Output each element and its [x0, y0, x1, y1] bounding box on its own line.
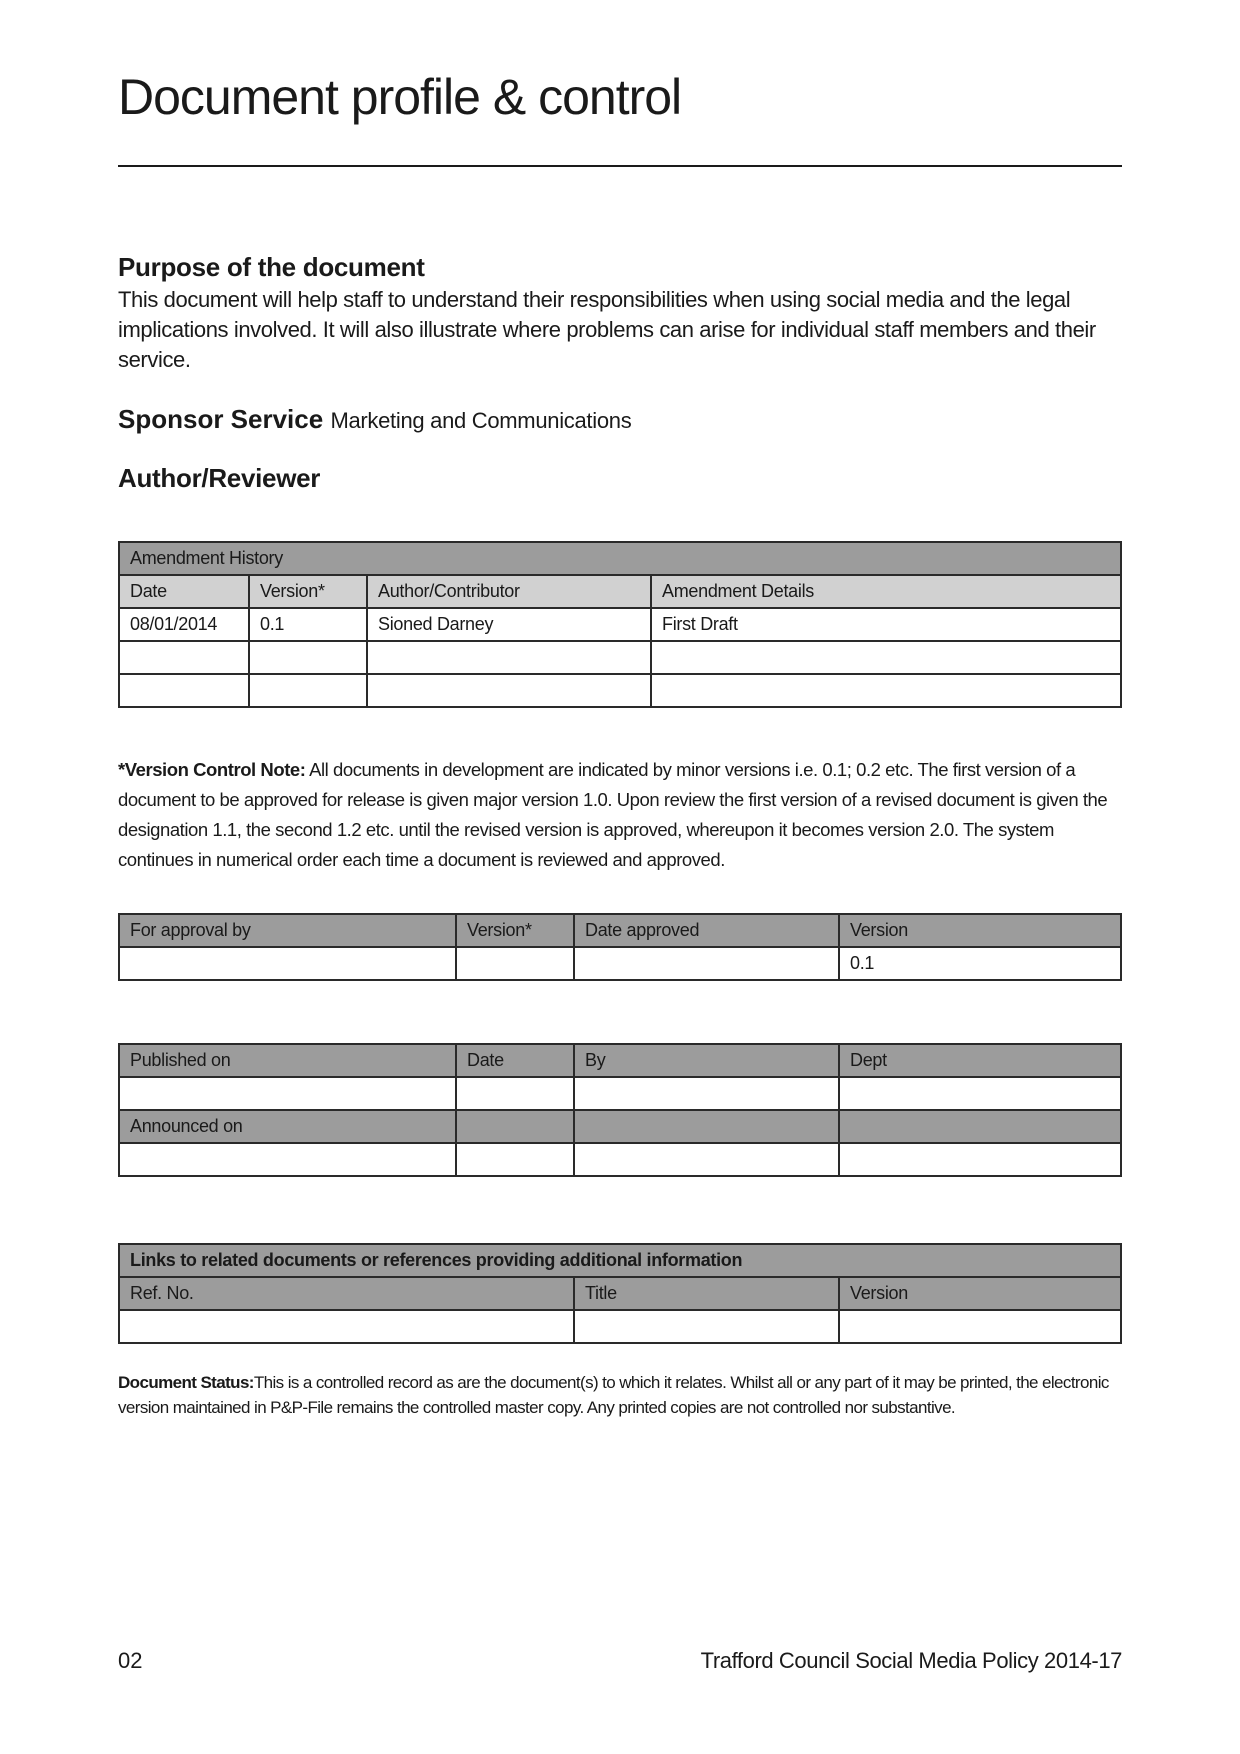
cell-version: 0.1	[249, 608, 367, 641]
cell-date	[119, 674, 249, 707]
page-title: Document profile & control	[118, 69, 682, 125]
header-cell-empty	[574, 1110, 839, 1143]
version-note-label: *Version Control Note:	[118, 759, 306, 780]
page-number: 02	[118, 1648, 143, 1673]
cell-date: 08/01/2014	[119, 608, 249, 641]
cell-version-star	[456, 947, 574, 980]
approval-table	[118, 913, 1122, 981]
amendment-history-table	[118, 541, 1122, 708]
table-row	[119, 1077, 1121, 1110]
document-status-text: This is a controlled record as are the document(s) to which it relates. Whilst all or any part of it may be printed, the electronic version maintained in P&P-File remains the controlled master copy. Any printed copies are not controlled nor substantive.	[118, 1373, 1109, 1417]
cell-date	[456, 1143, 574, 1176]
table-row	[119, 947, 1121, 980]
related-links-table	[118, 1243, 1122, 1344]
column-header: Date approved	[574, 914, 839, 947]
cell-version	[249, 674, 367, 707]
table-header-row	[119, 1277, 1121, 1310]
table-header-row	[119, 1044, 1121, 1077]
author-reviewer-heading: Author/Reviewer	[118, 463, 321, 493]
document-status	[118, 1370, 1128, 1420]
column-header: Author/Contributor	[367, 575, 651, 608]
cell-by	[574, 1077, 839, 1110]
cell-author	[367, 641, 651, 674]
cell-details	[651, 674, 1121, 707]
announced-on-label: Announced on	[119, 1110, 456, 1143]
title-divider	[118, 165, 1122, 167]
column-header: By	[574, 1044, 839, 1077]
purpose-heading: Purpose of the document	[118, 252, 425, 282]
column-header: For approval by	[119, 914, 456, 947]
cell-dept	[839, 1077, 1121, 1110]
column-header: Date	[456, 1044, 574, 1077]
cell-by	[574, 1143, 839, 1176]
column-header: Version	[839, 1277, 1121, 1310]
column-header: Ref. No.	[119, 1277, 574, 1310]
column-header: Amendment Details	[651, 575, 1121, 608]
version-control-note	[118, 755, 1128, 875]
cell-date-approved	[574, 947, 839, 980]
table-row	[119, 608, 1121, 641]
sponsor-value: Marketing and Communications	[330, 408, 632, 433]
table-row	[119, 674, 1121, 707]
column-header: Title	[574, 1277, 839, 1310]
cell-date	[456, 1077, 574, 1110]
column-header: Date	[119, 575, 249, 608]
cell-details	[651, 641, 1121, 674]
table-header-row	[119, 1110, 1121, 1143]
table-row	[119, 641, 1121, 674]
column-header: Version*	[249, 575, 367, 608]
cell-ref-no	[119, 1310, 574, 1343]
table-header-row	[119, 575, 1121, 608]
sponsor-label: Sponsor Service	[118, 404, 324, 434]
amendment-history-title: Amendment History	[119, 542, 1121, 575]
cell-version	[839, 1310, 1121, 1343]
cell-approver	[119, 947, 456, 980]
header-cell-empty	[456, 1110, 574, 1143]
column-header: Version	[839, 914, 1121, 947]
cell-date	[119, 641, 249, 674]
cell-details: First Draft	[651, 608, 1121, 641]
table-title-row	[119, 1244, 1121, 1277]
cell-announced-on	[119, 1143, 456, 1176]
cell-version: 0.1	[839, 947, 1121, 980]
footer-title: Trafford Council Social Media Policy 2014-17	[700, 1648, 1122, 1673]
cell-author: Sioned Darney	[367, 608, 651, 641]
cell-title	[574, 1310, 839, 1343]
purpose-body: This document will help staff to understand their responsibilities when using social media and the legal implications involved. It will also illustrate where problems can arise for individual staff members and their service.	[118, 287, 1096, 372]
cell-author	[367, 674, 651, 707]
cell-version	[249, 641, 367, 674]
column-header: Version*	[456, 914, 574, 947]
column-header: Published on	[119, 1044, 456, 1077]
table-row	[119, 1310, 1121, 1343]
table-header-row	[119, 914, 1121, 947]
header-cell-empty	[839, 1110, 1121, 1143]
published-table	[118, 1043, 1122, 1177]
column-header: Dept	[839, 1044, 1121, 1077]
table-title-row	[119, 542, 1121, 575]
version-note-text: All documents in development are indicated by minor versions i.e. 0.1; 0.2 etc. The first version of a document to be approved for release is given major version 1.0. Upon review the first version of a revised document is given the designation 1.1, the second 1.2 etc. until the revised version is approved, whereupon it becomes version 2.0. The system continues in numerical order each time a document is reviewed and approved.	[118, 759, 1108, 870]
links-title: Links to related documents or references providing additional information	[119, 1244, 1121, 1277]
document-status-label: Document Status:	[118, 1373, 254, 1392]
table-row	[119, 1143, 1121, 1176]
sponsor-service	[118, 404, 631, 435]
cell-published-on	[119, 1077, 456, 1110]
cell-dept	[839, 1143, 1121, 1176]
